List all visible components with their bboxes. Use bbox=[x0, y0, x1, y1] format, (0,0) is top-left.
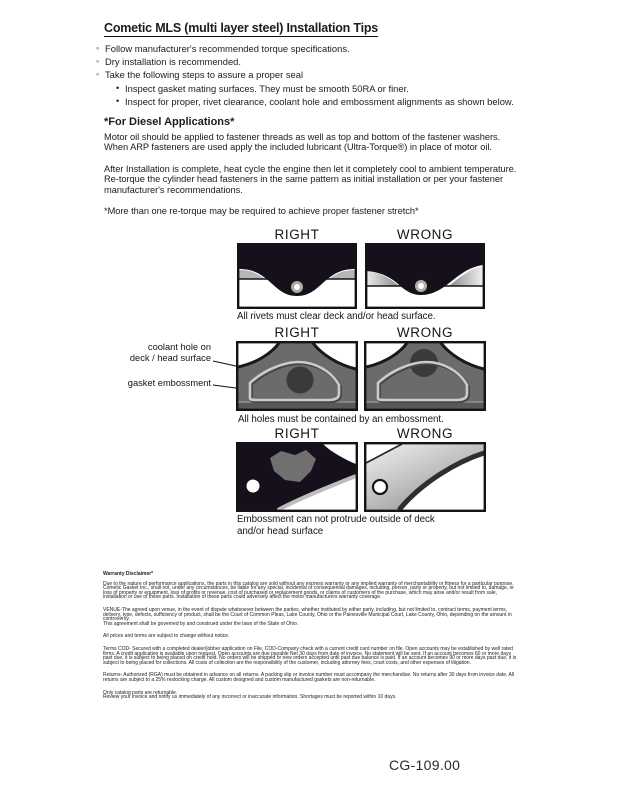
wrong-label: WRONG bbox=[396, 426, 454, 441]
diesel-heading: *For Diesel Applications* bbox=[104, 116, 235, 128]
warranty-disclaimer bbox=[103, 572, 517, 708]
embossment-containment-wrong-diagram bbox=[364, 341, 486, 411]
list-item bbox=[116, 82, 526, 95]
warranty-paragraph: All prices and terms are subject to change without notice. bbox=[103, 633, 230, 640]
wrong-label: WRONG bbox=[396, 325, 454, 340]
warranty-paragraph: VENUE-The agreed upon venue, in the event of dispute whatsoever between the parties, whether instituted by either party, including, but not limited to, contract terms, payment terms, delivery, type, defects, sufficiency of product, shall be the Court of Common Pleas, Lake County, Ohio or the Painesville Municipal Court, Lake County, Ohio, depending on the amount in controversy. bbox=[103, 606, 512, 623]
warranty-paragraph: This agreement shall be governed by and construed under the laws of the State of Ohio. bbox=[103, 620, 299, 627]
row1-caption: All rivets must clear deck and/or head surface. bbox=[237, 311, 436, 322]
diesel-paragraph: Motor oil should be applied to fastener threads as well as top and bottom of the fastener washers. When ARP fasteners are used apply the included lubricant (Ultra-Torque®) in place of motor oil. bbox=[104, 132, 501, 153]
wrong-label: WRONG bbox=[396, 227, 454, 242]
embossment-protrusion-wrong-diagram bbox=[364, 442, 486, 512]
row2-caption: All holes must be contained by an embossment. bbox=[238, 414, 444, 425]
warranty-paragraph: Only catalog parts are returnable. bbox=[103, 689, 178, 696]
page-title: Cometic MLS (multi layer steel) Installation Tips bbox=[104, 21, 379, 35]
list-item bbox=[96, 55, 526, 68]
page-code: CG-109.00 bbox=[389, 757, 461, 773]
tips-list bbox=[96, 42, 526, 108]
list-item bbox=[116, 95, 526, 108]
callout-text: coolant hole on bbox=[147, 342, 211, 352]
callout-text: deck / head surface bbox=[129, 353, 211, 363]
warranty-paragraph: Terms COD- Secured with a completed dealer/jobber application on File, COD-Company check with a current credit card number on file. Open accounts may be established by well rated firms. A credit application is available upon request. Open accounts are due payable Net 30 days from date of invoice. No statement will be sent. If an account becomes 60 or more days past due, it is subject to being placed on credit hold. No orders will be shipped or new orders accepted until past due balance is paid. If an account becomes 90 or more days past due, it is subject to being placed for collections. All costs of collection are the responsibility of the customer, including attorney fees, court costs, and other expenses of litigation. bbox=[103, 645, 517, 666]
rivet-clearance-right-diagram bbox=[237, 243, 357, 309]
callout-text: gasket embossment bbox=[127, 378, 211, 388]
tip-text: Inspect gasket mating surfaces. They must be smooth 50RA or finer. bbox=[125, 82, 409, 94]
right-label: RIGHT bbox=[274, 325, 320, 340]
tip-text: Inspect for proper, rivet clearance, coolant hole and embossment alignments as shown below. bbox=[125, 95, 514, 107]
warranty-paragraph: Returns- Authorized (RGA) must be obtained in advance on all returns. A packing slip or invoice number must accompany the merchandise. No returns after 30 days from invoice date. All returns are subject to a 25% restocking charge. All custom designed and custom manufactured gaskets are non-returnable. bbox=[103, 672, 515, 683]
warranty-heading: Warranty Disclaimer* bbox=[103, 571, 154, 577]
row3-caption: Embossment can not protrude outside of deck and/or head surface bbox=[237, 514, 435, 537]
warranty-paragraph: Review your invoice and notify us immediately of any incorrect or inaccurate information. Shortages must be reported within 10 days. bbox=[103, 694, 397, 701]
warranty-paragraph: Due to the nature of performance applications, the parts in this catalog are sold without any express warranty or any implied warranty of merchantability or fitness for a particular purpose. Cometic Gasket Inc., shall not, under any circumstances, be liable for any special, incidental or consequential damages, including, person, party or property, but not limited to, damage, or loss of property or equipment, loss of profits or revenue, cost of purchased or replacement goods, or claims of customers of the purchase, which may arise and/or result from sale, installation or use of these parts. Installation of these parts could adversely affect the motor manufacturers warranty coverage. bbox=[103, 580, 514, 601]
diesel-paragraph: *More than one re-torque may be required to achieve proper fastener stretch* bbox=[104, 206, 419, 216]
embossment-containment-right-diagram bbox=[236, 341, 358, 411]
tip-text: Dry installation is recommended. bbox=[105, 56, 241, 68]
tip-text: Follow manufacturer's recommended torque specifications. bbox=[105, 43, 350, 54]
diesel-paragraph: After Installation is complete, heat cycle the engine then let it completely cool to ambient temperature. Re-torque the cylinder head fasteners in the same pattern as initial installation or per your fastener manufacturer's recommendations. bbox=[104, 164, 517, 195]
gasket-embossment-callout bbox=[93, 378, 211, 389]
embossment-protrusion-right-diagram bbox=[236, 442, 358, 512]
list-item bbox=[96, 42, 526, 55]
list-item bbox=[96, 68, 526, 81]
tip-text: Take the following steps to assure a proper seal bbox=[105, 69, 304, 81]
rivet-clearance-wrong-diagram bbox=[365, 243, 485, 309]
right-label: RIGHT bbox=[274, 426, 320, 441]
coolant-hole-callout bbox=[93, 342, 211, 364]
right-label: RIGHT bbox=[274, 227, 320, 242]
